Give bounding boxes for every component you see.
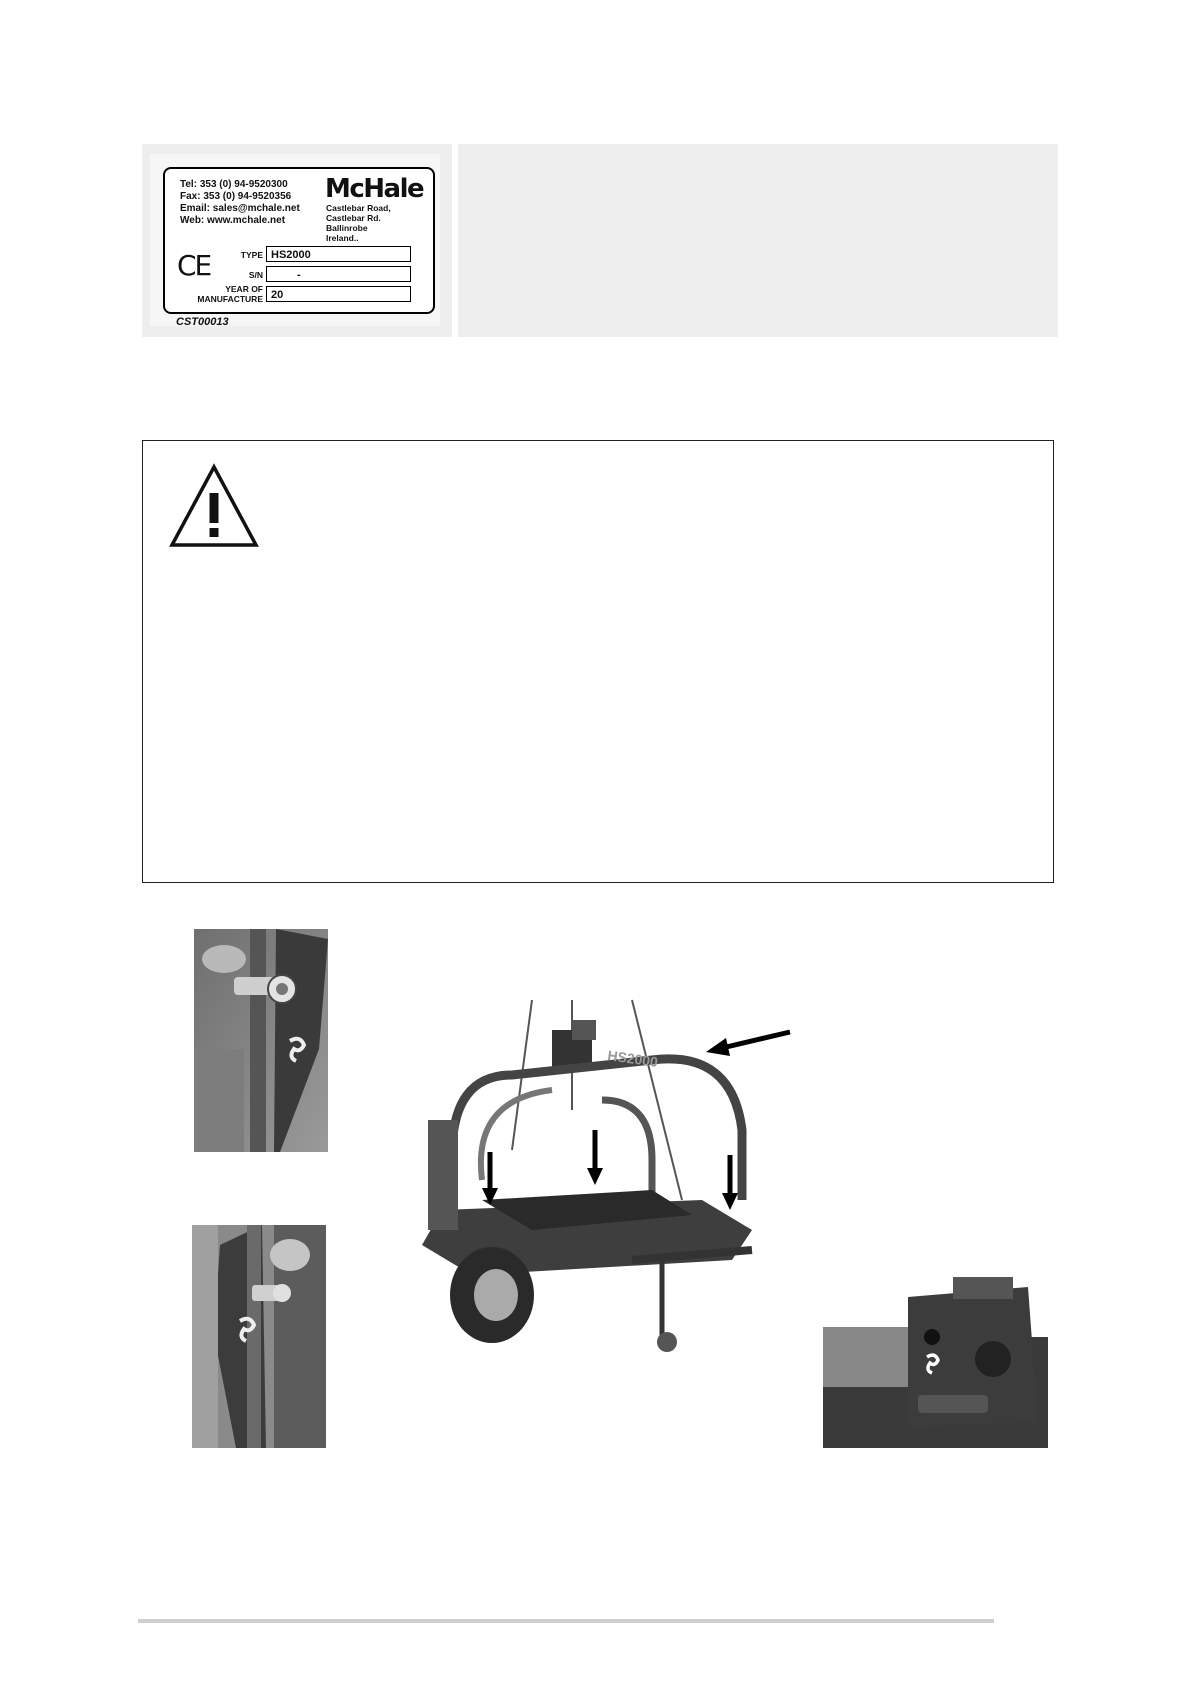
serial-label: S/N [248, 270, 263, 280]
plate-tel: Tel: 353 (0) 94-9520300 [180, 179, 288, 190]
arrow-icon [722, 1155, 738, 1210]
year-label-line2: MANUFACTURE [197, 294, 263, 304]
lifting-bracket-photo-upper [194, 929, 328, 1152]
plate-address-line: Ireland.. [326, 233, 359, 243]
model-marking: HS2000 [606, 1047, 659, 1071]
lifting-point-photo [823, 1277, 1048, 1448]
bale-handler-lifting-photo [412, 990, 800, 1385]
warning-triangle-icon [169, 463, 259, 549]
empty-text-panel [458, 144, 1058, 337]
warning-box [142, 440, 1054, 883]
plate-address-line: Castlebar Road, [326, 203, 391, 213]
year-value: 20 [266, 286, 411, 302]
arrow-icon [587, 1130, 603, 1185]
footer-rule [138, 1619, 994, 1623]
rating-plate [163, 167, 435, 314]
plate-address-line: Ballinrobe [326, 223, 368, 233]
lifting-bracket-photo-lower [192, 1225, 326, 1448]
serial-value: - [266, 266, 411, 282]
year-label-line1: YEAR OF [225, 284, 263, 294]
plate-fax: Fax: 353 (0) 94-9520356 [180, 191, 292, 202]
plate-address-line: Castlebar Rd. [326, 213, 381, 223]
plate-web: Web: www.mchale.net [180, 215, 286, 226]
ce-mark: CE [177, 249, 211, 282]
plate-email: Email: sales@mchale.net [180, 203, 300, 214]
mchale-logo: McHale [325, 174, 424, 204]
plate-reference-code: CST00013 [176, 316, 229, 328]
arrow-icon [706, 1032, 790, 1056]
type-label: TYPE [240, 250, 263, 260]
type-value: HS2000 [266, 246, 411, 262]
